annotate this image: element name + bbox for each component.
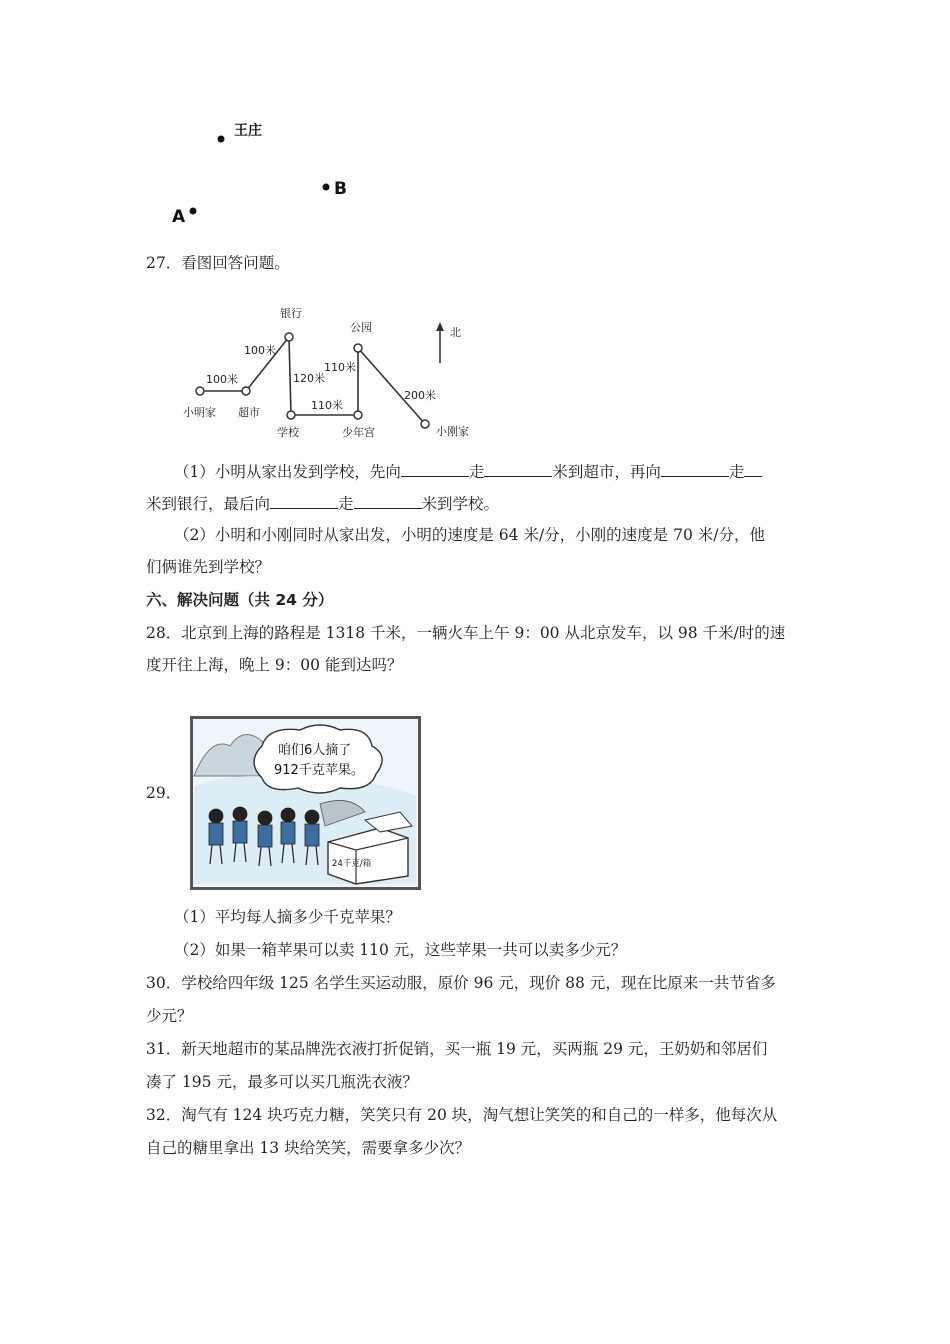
label-wangzhuang: 王庄 <box>234 123 262 139</box>
q27-sub1-cont: 米到银行，最后向 走 米到学校。 <box>146 492 499 515</box>
q28-line1: 28．北京到上海的路程是 1318 千米，一辆火车上午 9：00 从北京发车，以 98 千米/时的速 <box>146 624 786 642</box>
north-arrow-head <box>436 322 444 331</box>
q27-sub1: （1）小明从家出发到学校，先向 走 米到超市，再向 走 <box>174 460 762 483</box>
dist-bank-school: 120米 <box>293 372 325 385</box>
node-bank <box>285 333 293 341</box>
dist-market-bank: 100米 <box>244 344 276 357</box>
dist-palace-park: 110米 <box>324 361 356 374</box>
bubble-line1: 咱们6人摘了 <box>278 743 352 758</box>
q28-line2: 度开往上海，晚上 9：00 能到达吗？ <box>146 656 403 674</box>
label-b: B <box>334 179 347 199</box>
node-youth-palace <box>354 411 362 419</box>
north-label: 北 <box>450 326 461 339</box>
box-label: 24千克/箱 <box>332 859 372 869</box>
blank-4[interactable] <box>744 460 762 477</box>
point-b <box>323 184 330 191</box>
q27-sub2-line1: （2）小明和小刚同时从家出发，小明的速度是 64 米/分，小刚的速度是 70 米/分，他 <box>174 526 765 544</box>
label-park: 公园 <box>350 321 372 334</box>
blank-2[interactable] <box>484 460 552 477</box>
q29-sub1: （1）平均每人摘多少千克苹果？ <box>174 908 401 926</box>
dist-home-market: 100米 <box>206 373 238 386</box>
q30-line1: 30．学校给四年级 125 名学生买运动服，原价 96 元，现价 88 元，现在比原来一共节省多 <box>146 974 776 992</box>
point-a <box>190 208 197 215</box>
dist-school-palace: 110米 <box>311 399 343 412</box>
q32-line1: 32．淘气有 124 块巧克力糖，笑笑只有 20 块，淘气想让笑笑的和自己的一样多，他每次从 <box>146 1106 778 1124</box>
label-a: A <box>172 207 186 227</box>
speech-bubble <box>254 725 382 793</box>
label-school: 学校 <box>277 426 299 439</box>
label-xiaogang-home: 小刚家 <box>436 425 469 438</box>
blank-6[interactable] <box>354 492 422 509</box>
q31-line1: 31．新天地超市的某品牌洗衣液打折促销，买一瓶 19 元，买两瓶 29 元，王奶奶和邻居们 <box>146 1040 768 1058</box>
node-xiaoming-home <box>196 387 204 395</box>
node-supermarket <box>242 387 250 395</box>
bubble-line2: 912千克苹果。 <box>274 763 364 778</box>
blank-5[interactable] <box>270 492 338 509</box>
q29-sub2: （2）如果一箱苹果可以卖 110 元，这些苹果一共可以卖多少元？ <box>174 941 627 959</box>
point-map <box>160 110 380 235</box>
blank-1[interactable] <box>401 460 469 477</box>
q27-title: 27．看图回答问题。 <box>146 254 290 272</box>
label-supermarket: 超市 <box>238 406 260 419</box>
blank-3[interactable] <box>661 460 729 477</box>
route-map <box>178 298 478 448</box>
label-xiaoming-home: 小明家 <box>183 406 216 419</box>
node-park <box>354 344 362 352</box>
dist-park-xiaogang: 200米 <box>404 389 436 402</box>
node-school <box>287 411 295 419</box>
point-wangzhuang <box>218 136 225 143</box>
apple-picking-illustration <box>190 716 421 890</box>
section-6-heading: 六、解决问题（共 24 分） <box>146 591 334 609</box>
label-bank: 银行 <box>280 307 302 320</box>
q27-sub2-line2: 们俩谁先到学校？ <box>146 558 271 576</box>
node-xiaogang-home <box>421 420 429 428</box>
q29-number: 29． <box>146 784 182 802</box>
label-youth-palace: 少年宫 <box>342 426 375 439</box>
q31-line2: 凑了 195 元，最多可以买几瓶洗衣液？ <box>146 1073 418 1091</box>
q30-line2: 少元？ <box>146 1007 193 1025</box>
q32-line2: 自己的糖里拿出 13 块给笑笑，需要拿多少次？ <box>146 1139 471 1157</box>
